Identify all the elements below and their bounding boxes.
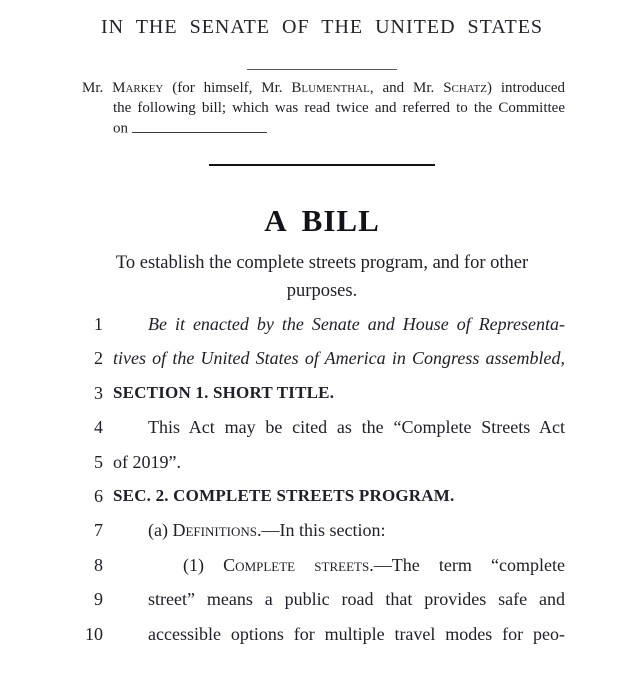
text-segment: the following bill; which was read twice and referred to the Committee xyxy=(113,100,565,116)
small-caps-text: Blumenthal xyxy=(291,80,370,96)
text-segment: .—In this section: xyxy=(256,520,386,541)
line-number: 7 xyxy=(94,520,103,541)
line-number: 9 xyxy=(94,589,103,610)
text-segment: on xyxy=(113,120,132,137)
text-segment: tives of the United States of America in Congress assembled, xyxy=(113,348,565,369)
text-segment: (1) xyxy=(183,554,224,575)
committee-blank xyxy=(132,118,267,133)
text-segment: Be it enacted by the Senate and House of Representa- xyxy=(148,314,565,334)
body-line xyxy=(0,617,644,651)
line-number: 3 xyxy=(94,382,103,403)
small-caps-text: Schatz xyxy=(443,80,487,96)
text-segment: (for himself, Mr. xyxy=(163,80,292,96)
text-segment: This Act may be cited as the “Complete Streets Act xyxy=(148,417,565,438)
line-number: 6 xyxy=(94,485,103,506)
separator-rule-thin xyxy=(247,69,397,70)
text-segment: , and Mr. xyxy=(369,80,444,96)
text-segment: Mr. xyxy=(82,80,113,96)
body-line xyxy=(0,445,644,479)
line-text xyxy=(113,376,565,410)
body-line xyxy=(0,307,644,341)
line-text xyxy=(113,617,565,651)
text-segment: of 2019”. xyxy=(113,451,181,472)
small-caps-text: Markey xyxy=(112,80,164,96)
line-number: 4 xyxy=(94,417,103,438)
text-segment: (a) xyxy=(148,520,173,541)
text-segment: SEC. 2. COMPLETE STREETS PROGRAM. xyxy=(113,485,455,505)
bill-preamble: To establish the complete streets program, and for other purposes. xyxy=(115,253,529,301)
line-text xyxy=(113,479,565,513)
small-caps-text: Definitions xyxy=(172,520,257,541)
body-line xyxy=(0,548,644,582)
line-text xyxy=(113,513,565,547)
chamber-header: IN THE SENATE OF THE UNITED STATES xyxy=(100,16,544,38)
line-text xyxy=(113,548,565,582)
bill-title: A BILL xyxy=(264,203,380,238)
bill-body-lines xyxy=(0,307,644,651)
sponsor-line xyxy=(82,98,565,118)
line-text xyxy=(113,410,565,444)
line-text xyxy=(113,445,565,479)
line-number: 5 xyxy=(94,451,103,472)
body-line xyxy=(0,410,644,444)
line-text xyxy=(113,307,565,341)
text-segment: street” means a public road that provides safe and xyxy=(148,589,565,610)
sponsor-line xyxy=(82,78,565,98)
line-number: 10 xyxy=(85,623,103,644)
line-text xyxy=(113,582,565,616)
text-segment: .—The term “complete xyxy=(369,554,565,575)
sponsor-line xyxy=(82,118,565,139)
line-text xyxy=(113,341,565,375)
line-number: 1 xyxy=(94,314,103,334)
body-line xyxy=(0,341,644,375)
text-segment: SECTION 1. SHORT TITLE. xyxy=(113,382,335,402)
separator-rule-thick xyxy=(209,164,435,166)
text-segment: ) introduced xyxy=(486,80,566,96)
body-line xyxy=(0,479,644,513)
body-line xyxy=(0,513,644,547)
body-line xyxy=(0,376,644,410)
small-caps-text: Complete streets xyxy=(223,554,370,575)
text-segment: accessible options for multiple travel modes for peo- xyxy=(148,623,565,644)
body-line xyxy=(0,582,644,616)
sponsor-paragraph xyxy=(82,78,565,139)
line-number: 8 xyxy=(94,554,103,575)
line-number: 2 xyxy=(94,348,103,369)
